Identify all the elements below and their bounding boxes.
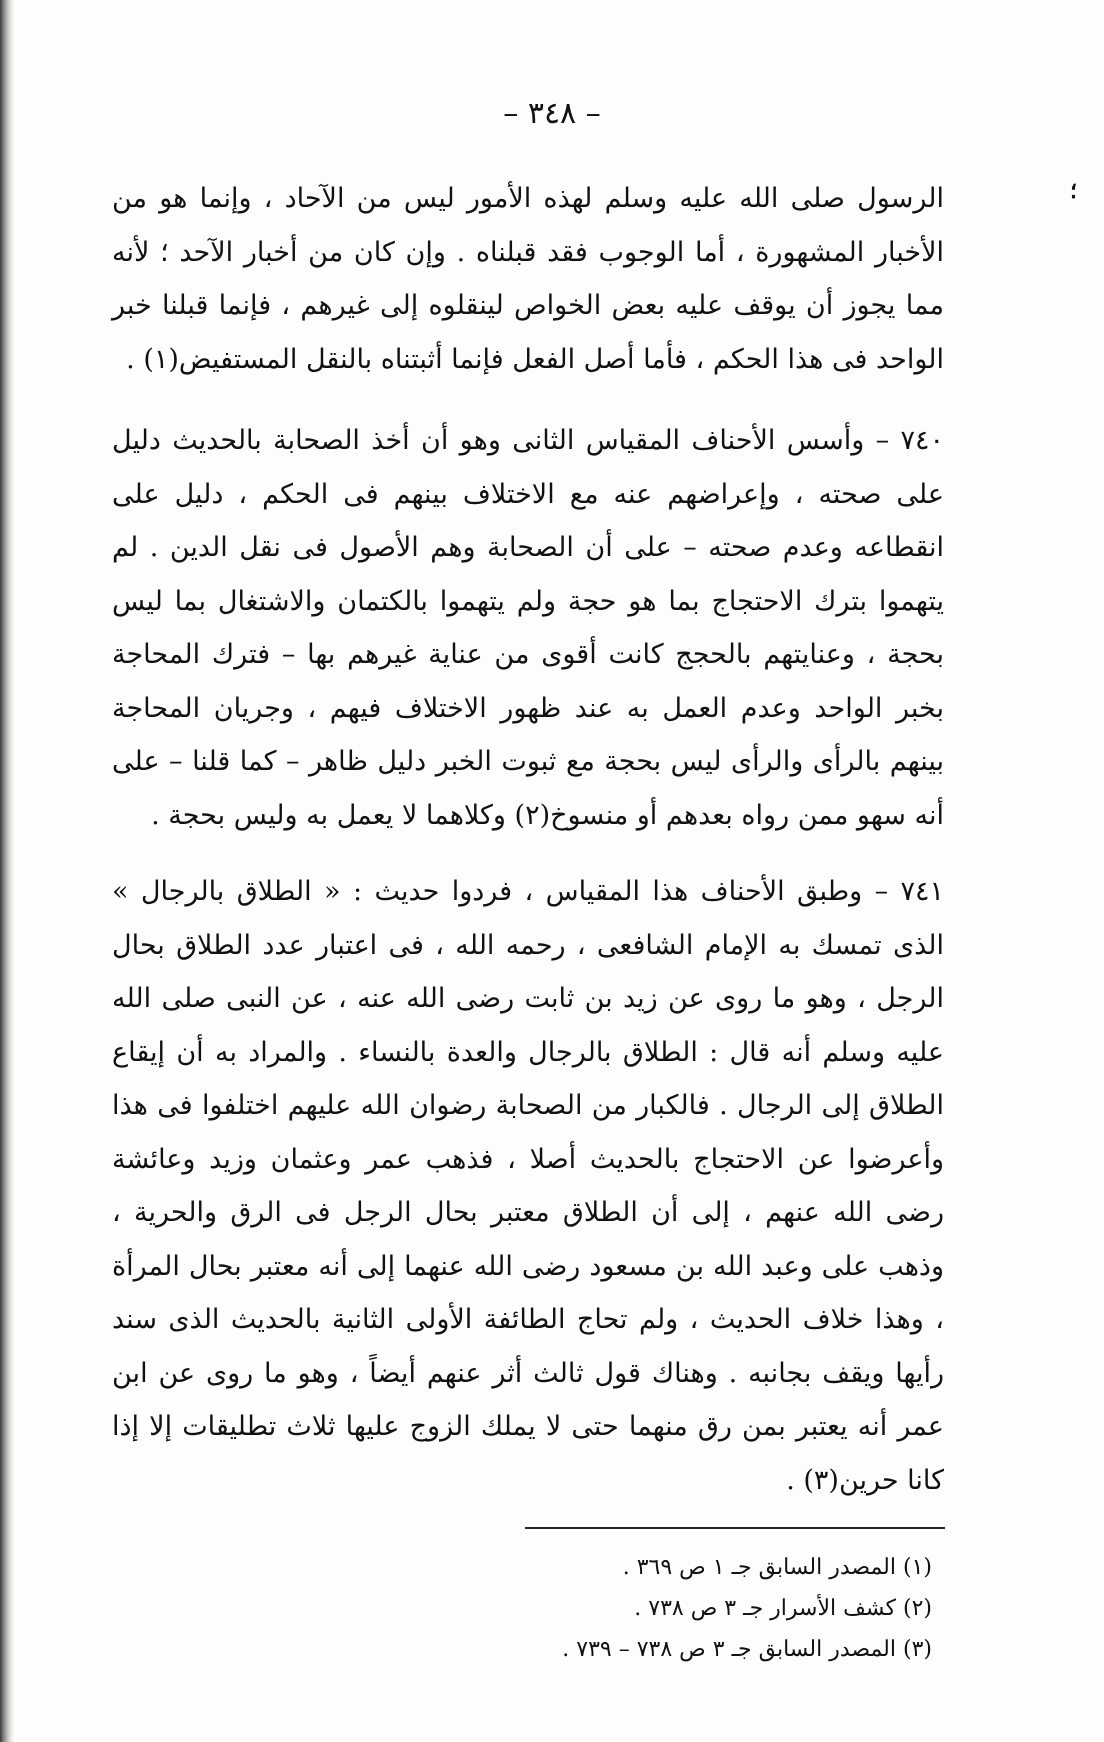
footnote-1: (١) المصدر السابق جـ ١ ص ٣٦٩ . bbox=[622, 1555, 932, 1580]
paragraph-740: ٧٤٠ – وأسس الأحناف المقياس الثانى وهو أن أخذ الصحابة بالحديث دليل على صحته ، وإعراضهم عنه مع الاختلاف بينهم فى الحكم ، دليل على انقطاعه وعدم صحته – على أن الصحابة وهم الأصول فى نقل الدين . لم يتهموا بترك الاحتجاج بما هو حجة ولم يتهموا بالكتمان والاشتغال بما ليس بحجة ، وعنايتهم بالحجج كانت أقوى من عناية غيرهم بها – فترك المحاجة بخبر الواحد وعدم العمل به عند ظهور الاختلاف فيهم ، وجريان المحاجة بينهم بالرأى والرأى ليس بحجة مع ثبوت الخبر دليل ظاهر – كما قلنا – على أنه سهو ممن رواه بعدهم أو منسوخ(٢) وكلاهما لا يعمل به وليس بحجة . bbox=[112, 425, 944, 831]
footnote-3: (٣) المصدر السابق جـ ٣ ص ٧٣٨ – ٧٣٩ . bbox=[562, 1637, 932, 1662]
paragraph-continuation: الرسول صلى الله عليه وسلم لهذه الأمور ليس من الآحاد ، وإنما هو من الأخبار المشهورة ، أما الوجوب فقد قبلناه . وإن كان من أخبار الآحد ؛ لأنه مما يجوز أن يوقف عليه بعض الخواص لينقلوه إلى غيرهم ، فإنما قبلنا خبر الواحد فى هذا الحكم ، فأما أصل الفعل فإنما أثبتناه بالنقل المستفيض(١) . bbox=[112, 183, 944, 375]
footnote-divider bbox=[525, 1527, 945, 1529]
footnote-2: (٢) كشف الأسرار جـ ٣ ص ٧٣٨ . bbox=[634, 1596, 932, 1621]
footnotes-list bbox=[112, 1547, 932, 1670]
paragraph-741: ٧٤١ – وطبق الأحناف هذا المقياس ، فردوا حديث : « الطلاق بالرجال » الذى تمسك به الإمام الشافعى ، رحمه الله ، فى اعتبار عدد الطلاق بحال الرجل ، وهو ما روى عن زيد بن ثابت رضى الله عنه ، عن النبى صلى الله عليه وسلم أنه قال : الطلاق بالرجال والعدة بالنساء . والمراد به أن إيقاع الطلاق إلى الرجال . فالكبار من الصحابة رضوان الله عليهم اختلفوا فى هذا وأعرضوا عن الاحتجاج بالحديث أصلا ، فذهب عمر وعثمان وزيد وعائشة رضى الله عنهم ، إلى أن الطلاق معتبر بحال الرجل فى الرق والحرية ، وذهب على وعبد الله بن مسعود رضى الله عنهما إلى أنه معتبر بحال المرأة ، وهذا خلاف الحديث ، ولم تحاج الطائفة الأولى الثانية بالحديث الذى سند رأيها ويقف بجانبه . وهناك قول ثالث أثر عنهم أيضاً ، وهو ما روى عن ابن عمر أنه يعتبر بمن رق منهما حتى لا يملك الزوج عليها ثلاث تطليقات إلا إذا كانا حرين(٣) . bbox=[112, 876, 944, 1496]
page-edge-shadow bbox=[0, 0, 14, 1742]
page-number: – ٣٤٨ – bbox=[503, 96, 601, 131]
margin-mark: ؛ bbox=[1070, 178, 1077, 204]
